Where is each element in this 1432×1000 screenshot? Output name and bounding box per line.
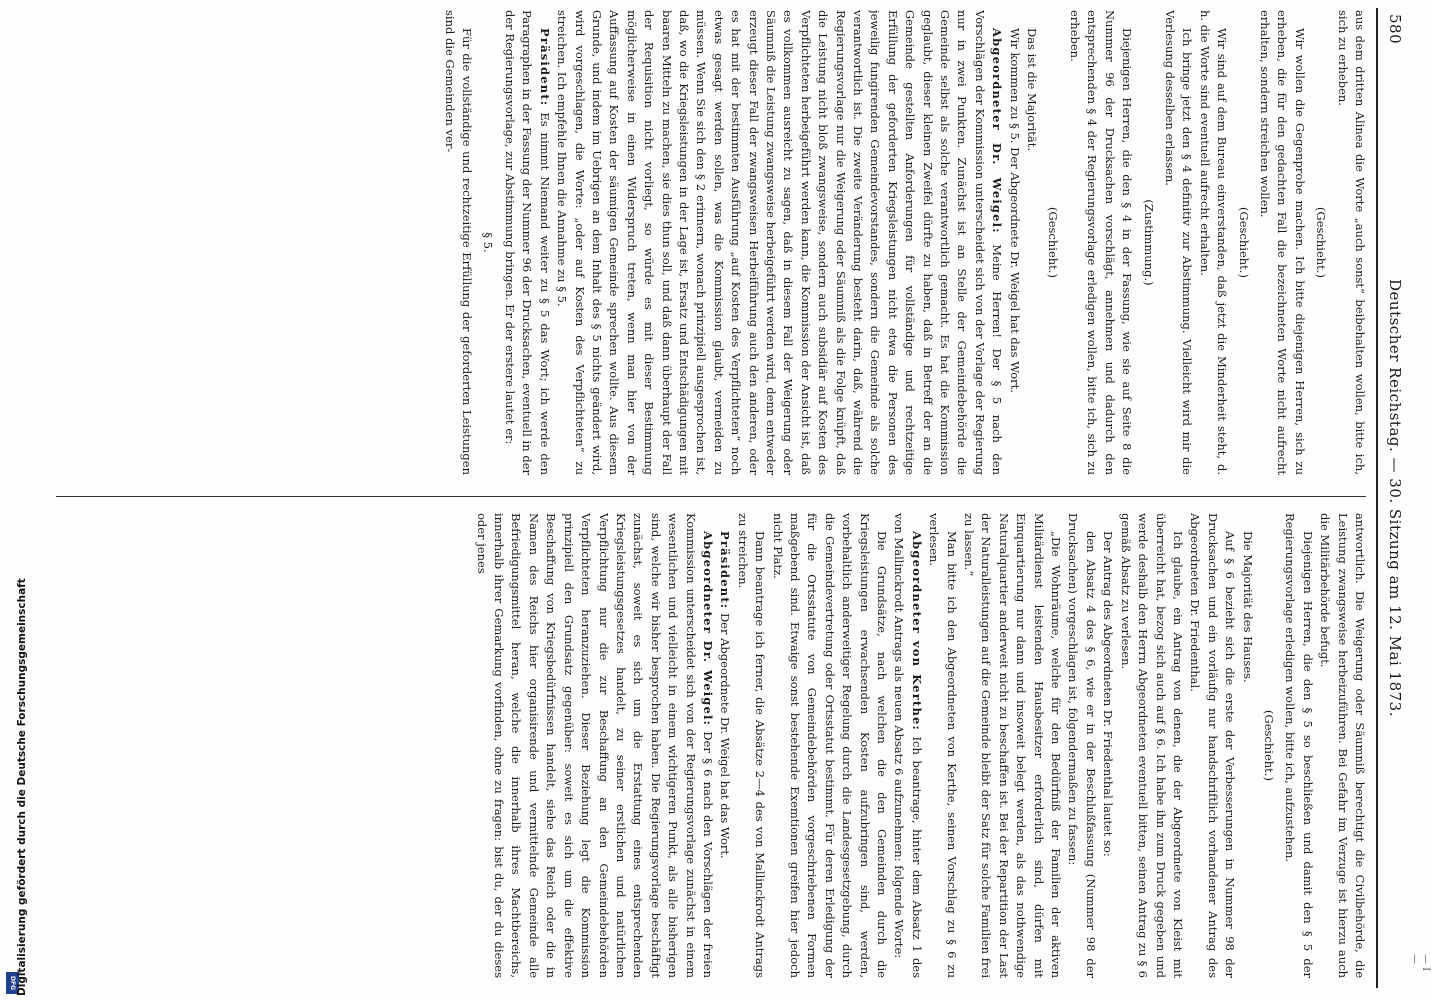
paragraph-text: den Absatz 4 des § 6, wie er in der Beschlußfassung (Nummer 98 der Drucksachen) vorgeschlagen ist, folgendermaßen zu fassen: [1066,513,1098,978]
paragraph [501,10,553,475]
paragraph [1256,10,1308,475]
sidebar-credit-text: Digitalisierung gefördert durch die Deutsche Forschungsgemeinschaft [16,578,28,996]
paragraph-text: Wir sind auf dem Bureau einverstanden, daß jetzt die Minderheit steht, d. h. die Worte sind eventuell aufrecht erhalten. [1197,10,1230,475]
paragraph [1260,513,1277,978]
paragraph-text: Ich glaube, ein Antrag von denen, die der Abgeordnete von Kleist mit überreicht hat, bezog sich auch auf § 6. Ich habe ihn zum Druck gegeben und werde deshalb den Herrn Abgeordneten eventuell bitten, seinen Antrag zu § 6 gemäß Absatz zu verlesen. [1118,513,1185,978]
speaker-name: Präsident: [537,28,552,107]
paragraph-text: Auf § 6 bezieht sich die erste der Verbesserungen in Nummer 98 der Drucksachen und ein vorläufig nur handschriftlich vorhandener Antrag des Abgeordneten Dr. Friedenthal. [1188,513,1238,978]
paragraph-text: Der Antrag des Abgeordneten Dr. Friedenthal lautet so: [1101,531,1116,857]
paragraph [479,10,496,475]
paragraph [960,513,1064,978]
paragraph [733,513,768,978]
speaker-name: Abgeordneter von Kerthe: [909,531,924,731]
paragraph [553,10,1006,475]
left-column [48,10,1368,475]
paragraph [1312,10,1329,475]
paragraph [1186,513,1238,978]
paragraph [1316,513,1368,978]
page-title: Deutscher Reichstag. — 30. Sitzung am 12. Mai 1873. [1386,279,1404,717]
paragraph [1333,10,1368,475]
page-header [1376,8,1406,988]
paragraph-text: (Geschieht.) [1314,207,1329,278]
paragraph-text: Man bitte ich den Abgeordneten von Kerthe, seinen Vorschlag zu § 6 zu verlesen. [927,513,959,978]
right-column [48,513,1368,978]
page-number: 580 [1386,14,1404,45]
paragraph-text: Wir wollen die Gegenprobe machen. Ich bitte diejenigen Herren, sich zu erheben, die für den gedachten Fall die bezeichneten Worte nicht aufrecht erhalten, sondern streichen wollen. [1257,10,1307,475]
paragraph-text: Diejenigen Herren, die den § 4 in der Fassung, wie sie auf Seite 8 die Nummer 96 der Drucksachen vorschlägt, annehmen und dadurch den entsprechenden § 4 der Regierungsvorlage erledigen wollen, bitte ich, sich zu erheben. [1067,10,1135,475]
paragraph [1238,513,1255,978]
paragraph-text: „Die Wohnräume, welche für den Bedürfniß der Familien der aktiven Militärdienst leistenden Hausbesitzer erforderlich sind, dürfen mit Einquartierung nur dann und insoweit belegt werden, als das nothwendige Naturalquartier anderweit nicht zu beschaffen ist. Bei der Repartition der Last der Naturalleistungen auf die Gemeinde bleibt der Satz für solche Familien frei zu lassen.“ [962,513,1064,978]
paragraph [1161,10,1196,475]
footer-mark: — I — [1409,954,1431,972]
paragraph-text: aus dem dritten Alinea die Worte „auch sonst“ beibehalten wollen, bitte ich, sich zu erheben. [1335,10,1367,475]
paragraph [1023,10,1040,475]
paragraph-text: Dann beantrage ich ferner, die Absätze 2—4 des von Mallinckrodt Antrags zu streichen. [735,513,768,978]
paragraph [1064,513,1099,978]
paragraph-text: Ich beantrage, hinter dem Absatz 1 des von Mallinckrodt Antrags als neuen Absatz 6 aufzunehmen: folgende Worte: [892,513,924,978]
paragraph-text: Für die vollständige und rechtzeitige Erfüllung der geforderten Leistungen sind die Gemeinden ver- [442,10,475,475]
paragraph-text: Das ist die Majorität. [1025,28,1040,152]
paragraph [1099,513,1116,978]
paragraph-text: Diejenigen Herren, die den § 5 so beschließen und damit den § 5 der Regierungsvorlage erledigen wollen, bitte ich, aufzustehen. [1283,513,1315,978]
paragraph-text: (Zustimmung.) [1141,199,1156,286]
paragraph [1234,10,1251,475]
paragraph-text: Die Grundsätze, nach welchen die den Gemeinden durch die Kriegsleistungen erwachsenden Kosten aufzubringen sind, werden, vorbehaltlich anderweitiger Regelung durch die Landesgesetzgebung, durch die Gemeindevertretung oder Ortsstatut bestimmt. Für deren Erledigung der für die Ortsstatute von Gemeindebehörden vorgeschriebenen Formen maßgebend sind. Etwaige sonst bestehende Exemtionen greifen hier jedoch nicht Platz. [770,513,890,978]
paragraph [1066,10,1136,475]
paragraph-text: antwortlich. Die Weigerung oder Säumniß berechtigt die Civilbehörde, die Leistung zwangsweise herbeizuführen. Bei Gefahr im Verzuge ist hierzu auch die Militärbehörde befugt. [1318,513,1367,978]
speaker-name: Präsident: [718,531,733,610]
paragraph-text: (Geschieht.) [1261,710,1276,781]
speaker-name: Abgeordneter Dr. Weigel: [700,531,715,727]
rotated-page-content [32,8,1412,988]
dfg-logo-icon: DFG [6,972,19,994]
digitization-sidebar [2,0,28,1000]
paragraph-text: (Geschieht.) [1236,207,1251,278]
paragraph-text: Der Abgeordnete Dr. Weigel hat das Wort. [718,612,733,859]
paragraph [716,513,733,978]
paragraph [890,513,925,978]
paragraph-text: Der § 6 nach den Vorschlägen der freien Kommission unterscheidet sich von der Regierungsvorlage zunächst in einem wesentlichen und vielleicht in einem wichtigeren Punkt, als alle bisherigen sind, welche wir bisher besprochen haben. Die Regierungsvorlage beschäftigt zunächst, soweit es sich um die Erstattung eines entsprechenden Kriegsleistungsgesetzes handelt, zu seiner erstlichen und natürlichen Verpflichtung nur die zur Beschaffung an den Gemeindebehörden Verpflichteten heranzuziehen. Dieser Beziehung legt die Kommission prinzipiell den Grundsatz gegenüber: soweit es sich um die effektive Beschaffung von Kriegsbedürfnissen handelt, siehe das Reich oder die in Namen des Reichs hier organisirende und vermittelnde Gemeinde alle Befriedigungsmittel heran, welche die innerhalb ihres Machtbereichs, innerhalb ihrer Gemarkung vorfinden, ohne zu fragen: bist du, der du dieses oder jenes [474,513,715,978]
paragraph-text: § 5. [481,232,496,253]
header-rule [1376,8,1378,988]
paragraph [472,513,716,978]
paragraph [1139,10,1156,475]
paragraph [1116,513,1186,978]
speaker-name: Abgeordneter Dr. Weigel: [990,28,1005,234]
paragraph [1195,10,1230,475]
paragraph [768,513,890,978]
paragraph [925,513,960,978]
paragraph [1044,10,1061,475]
paragraph-text: (Geschieht.) [1046,207,1061,278]
paragraph [440,10,475,475]
paragraph-text: Ich bringe jetzt den § 4 definitiv zur Abstimmung. Vielleicht wird mir die Verlesung desselben erlassen. [1162,10,1195,475]
paragraph-text: Wir kommen zu § 5. Der Abgeordnete Dr. Weigel hat das Wort. [1007,28,1022,393]
column-divider [56,496,1366,497]
paragraph [1281,513,1316,978]
paragraph-text: Die Majorität des Hauses. [1240,531,1255,683]
paragraph-text: Meine Herren! Der § 5 nach den Vorschlägen der Kommission unterscheidet sich von der Vorlage der Regierung nur in zwei Punkten. Zunächst ist an Stelle der Gemeindebehörde die Gemeinde selbst als solche verantwortlich gemacht. Es hat die Kommission geglaubt, dieser kleinen Zweifel dürfte zu haben, daß in Betreff der an die Gemeinde gestellten Anforderungen für vollständige und rechtzeitige Erfüllung der geforderten Kriegsleistungen nicht etwa die Personen des jeweilig fungirenden Gemeindevorstandes, sondern die Gemeinde als solche verantwortlich ist. Die zweite Veränderung besteht darin, daß, während die Regierungsvorlage nur die Weigerung oder Säumniß als die Folge knüpft, daß die Leistung nicht bloß zwangsweise, sondern auch subsidiär auf Kosten des Verpflichteten herbeigeführt werden kann, die Kommission der Ansicht ist, daß es vollkommen ausreicht zu sagen, daß in diesem Fall der Weigerung oder Säumniß die Leistung zwangsweise herbeigeführt werden wird, denn entweder erzeugt dieser Fall der zwangsweisen Herbeiführung auch den anderen, oder es hat mit der bestimmten Ausführung „auf Kosten des Verpflichteten“ noch etwas gesagt werden sollen, was die Kommission glaubt, vermeiden zu müssen. Wenn Sie sich den § 2 erinnern, wonach prinzipiell ausgesprochen ist, daß, wo die Kriegsleistungen in der Lage ist, Ersatz und Entschädigungen mit baaren Mitteln zu machen, sie dies thun soll, und daß dann überhaupt der Fall der Requisition nicht vorliegt, so würde es mit dieser Bestimmung möglicherweise in einen Widerspruch treten, wenn man hier von der Auffassung auf Kosten der säumigen Gemeinde sprechen wollte. Aus diesem Grunde, und indem im Uebrigen an dem Inhalt des § 5 nichts geändert wird, wird vorgeschlagen, die Worte: „oder auf Kosten des Verpflichteten“ zu streichen. Ich empfehle Ihnen die Annahme zu § 5. [555,10,1005,475]
paragraph-text: Es nimmt Niemand weiter zu § 5 das Wort; ich werde den Paragraphen in der Fassung der Nummer 96 der Drucksachen, eventuell in der der Regierungsvorlage, zur Abstimmung bringen. Er der erstere lautet er: [502,10,552,475]
paragraph [1005,10,1022,475]
